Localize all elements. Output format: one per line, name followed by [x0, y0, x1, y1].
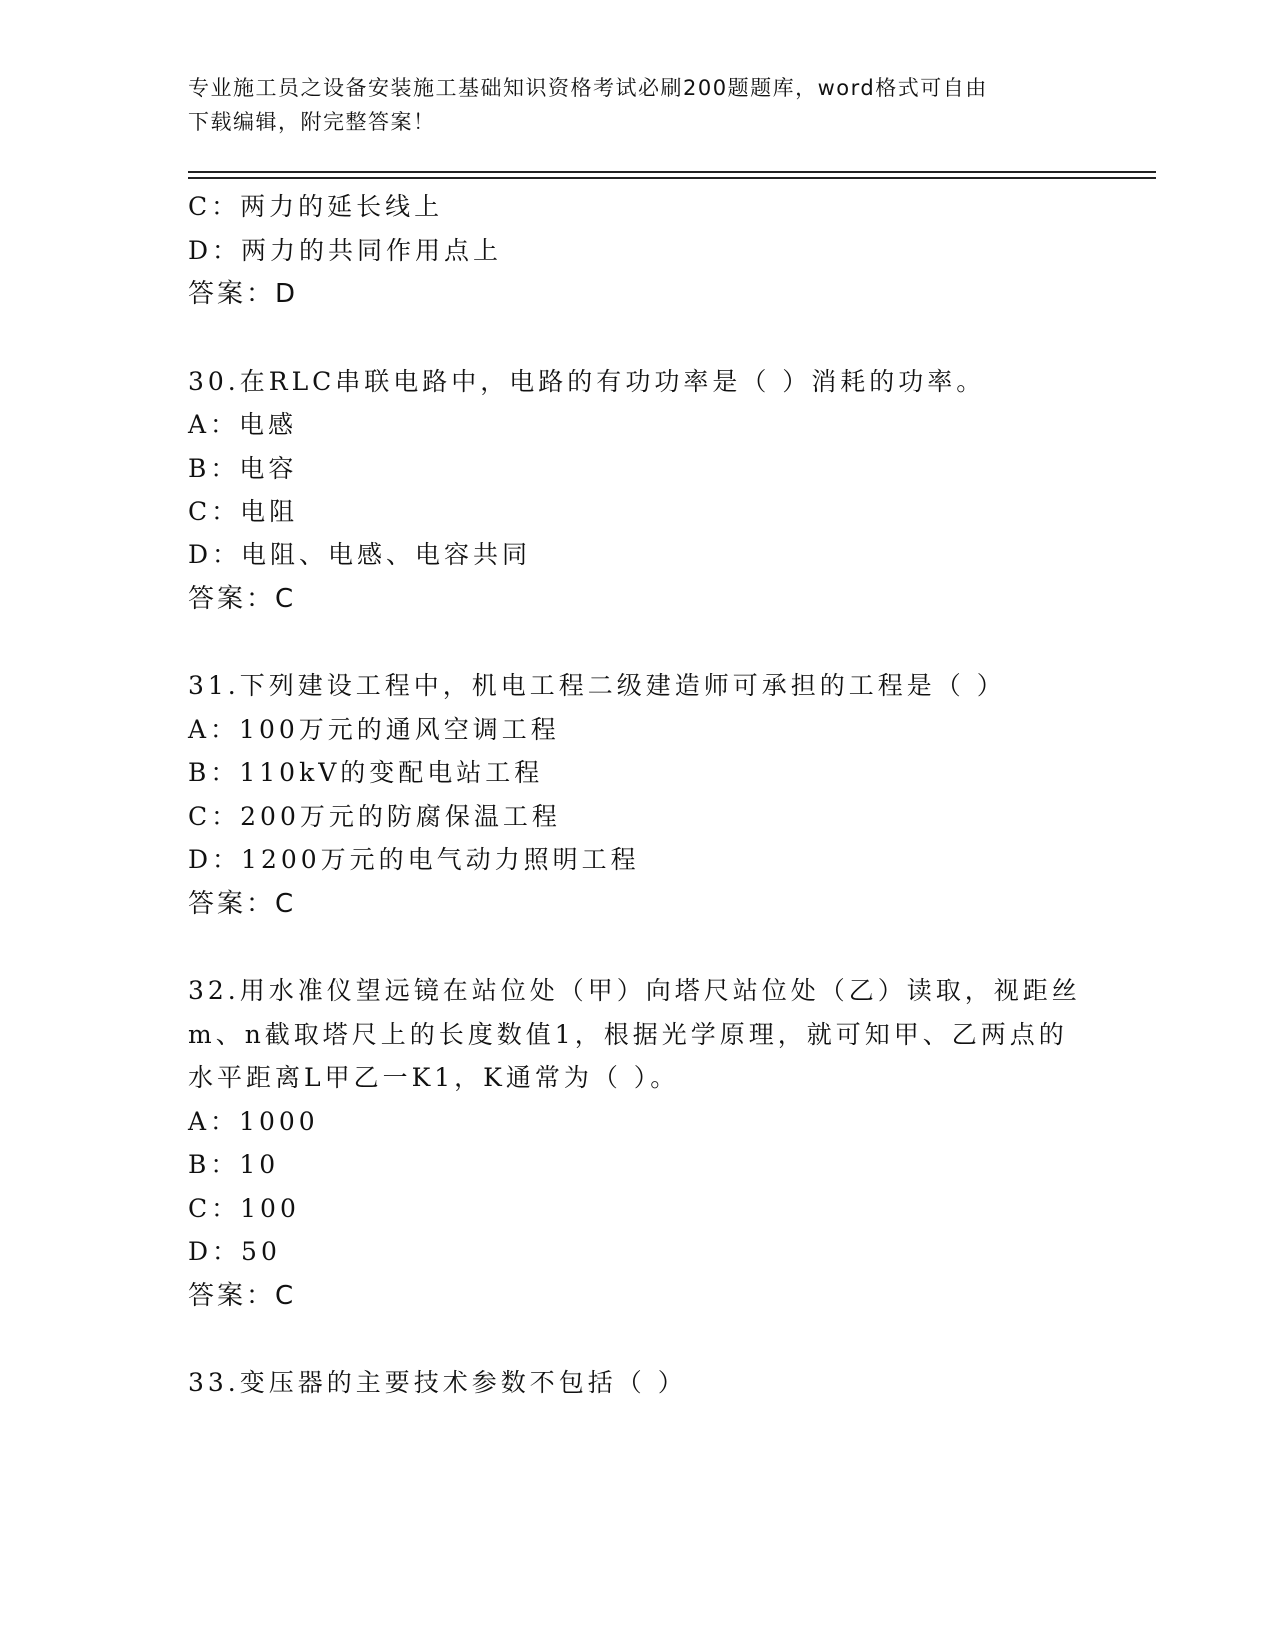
prev-question-option-c: C：两力的延长线上	[188, 192, 444, 221]
q30-stem: 30.在RLC串联电路中，电路的有功功率是（ ）消耗的功率。	[188, 367, 986, 396]
header-title-line-1: 专业施工员之设备安装施工基础知识资格考试必刷200题题库，word格式可自由	[188, 76, 988, 100]
q32-option-a: A：1000	[188, 1107, 319, 1136]
header-divider-bottom	[188, 177, 1156, 179]
q32-option-d: D：50	[188, 1237, 281, 1266]
q32-option-b: B：10	[188, 1150, 280, 1179]
prev-question-option-d: D：两力的共同作用点上	[188, 236, 503, 265]
header-title-line-2: 下载编辑，附完整答案！	[188, 110, 436, 134]
q30-option-c: C：电阻	[188, 497, 299, 526]
q31-option-b: B：110kV的变配电站工程	[188, 758, 544, 787]
q31-stem: 31.下列建设工程中，机电工程二级建造师可承担的工程是（ ）	[188, 671, 1006, 700]
q32-option-c: C：100	[188, 1194, 300, 1223]
q31-option-d: D：1200万元的电气动力照明工程	[188, 845, 640, 874]
q32-stem-line-1: 32.用水准仪望远镜在站位处（甲）向塔尺站位处（乙）读取，视距丝	[188, 976, 1081, 1005]
q31-option-c: C：200万元的防腐保温工程	[188, 802, 561, 831]
q31-answer: 答案：C	[188, 889, 297, 919]
q31-option-a: A：100万元的通风空调工程	[188, 715, 560, 744]
q30-option-a: A：电感	[188, 410, 298, 439]
prev-question-answer: 答案：D	[188, 279, 299, 309]
q30-option-b: B：电容	[188, 454, 298, 483]
header-divider-top	[188, 171, 1156, 173]
q33-stem: 33.变压器的主要技术参数不包括（ ）	[188, 1368, 687, 1397]
q32-answer: 答案：C	[188, 1281, 297, 1311]
q30-answer: 答案：C	[188, 584, 297, 614]
q32-stem-line-2: m、n截取塔尺上的长度数值1，根据光学原理，就可知甲、乙两点的	[188, 1020, 1068, 1049]
q32-stem-line-3: 水平距离L甲乙一K1，K通常为（ ）。	[188, 1063, 680, 1092]
q30-option-d: D：电阻、电感、电容共同	[188, 540, 532, 569]
